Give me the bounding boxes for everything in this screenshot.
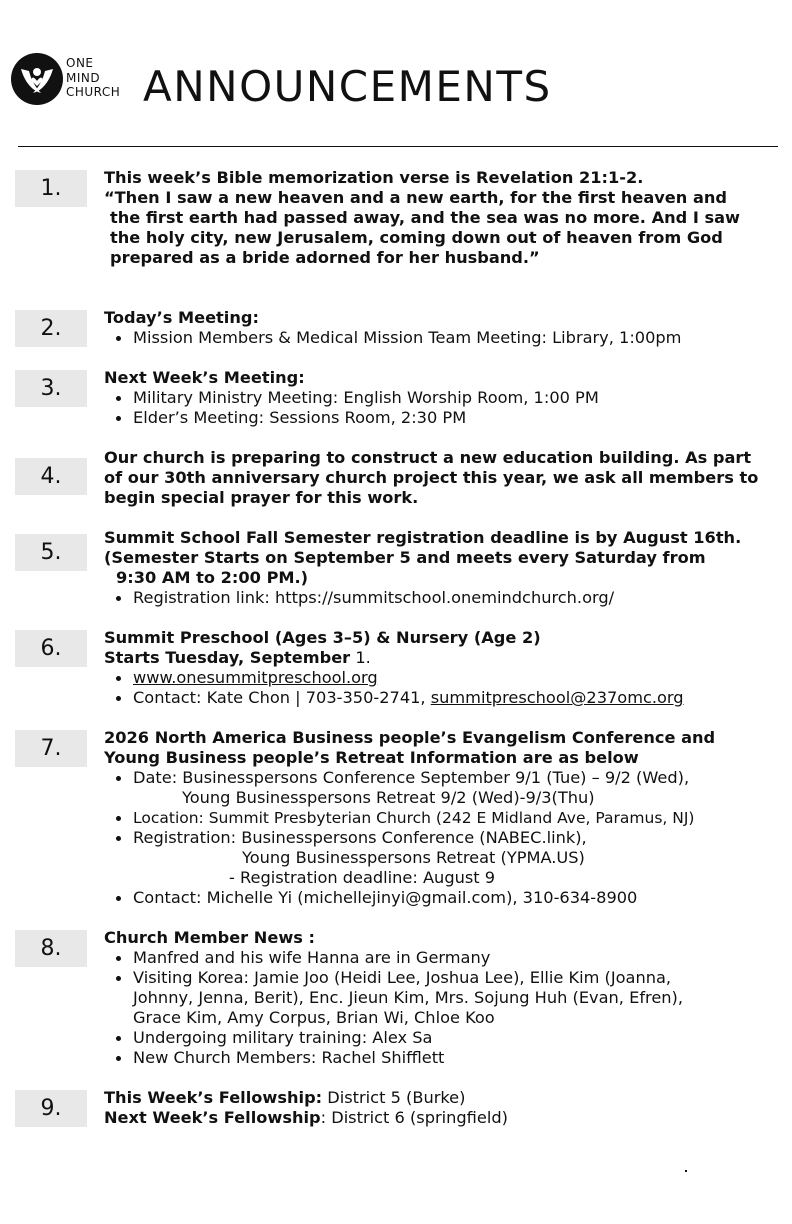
item-number: 2. xyxy=(15,310,87,347)
item-line: Young Business people’s Retreat Information are as below xyxy=(104,748,639,767)
contact-email-link[interactable]: summitpreschool@237omc.org xyxy=(430,688,684,707)
item-line: This week’s Bible memorization verse is Revelation 21:1-2. xyxy=(104,168,644,187)
item-body xyxy=(104,528,784,608)
church-logo-icon xyxy=(11,53,63,105)
item-body xyxy=(104,628,784,708)
item-number: 6. xyxy=(15,630,87,667)
item-line: begin special prayer for this work. xyxy=(104,488,419,507)
item-line: Grace Kim, Amy Corpus, Brian Wi, Chloe Koo xyxy=(133,1008,495,1027)
page-title: ANNOUNCEMENTS xyxy=(143,62,552,111)
preschool-website-link[interactable]: www.onesummitpreschool.org xyxy=(133,668,378,687)
header-divider xyxy=(18,146,778,147)
bullet-item: Mission Members & Medical Mission Team Meeting: Library, 1:00pm xyxy=(104,328,784,348)
item-line: Young Businesspersons Retreat (YPMA.US) xyxy=(242,848,585,867)
item-line: the first earth had passed away, and the sea was no more. And I saw xyxy=(110,208,741,227)
item-line: 9:30 AM to 2:00 PM.) xyxy=(116,568,309,587)
bullet-item xyxy=(104,668,784,688)
item-body xyxy=(104,308,784,348)
bullet-item: Visiting Korea: Jamie Joo (Heidi Lee, Joshua Lee), Ellie Kim (Joanna, xyxy=(104,968,784,988)
item-body xyxy=(104,168,784,268)
item-number: 7. xyxy=(15,730,87,767)
fellowship-value: District 5 (Burke) xyxy=(322,1088,466,1107)
item-line: of our 30th anniversary church project this year, we ask all members to xyxy=(104,468,759,487)
item-line: “Then I saw a new heaven and a new earth, for the first heaven and xyxy=(104,188,727,207)
bullet-item: Registration: Businesspersons Conference (NABEC.link), xyxy=(104,828,784,848)
item-line: Johnny, Jenna, Berit), Enc. Jieun Kim, Mrs. Sojung Huh (Evan, Efren), xyxy=(133,988,684,1007)
item-line: Summit School Fall Semester registration deadline is by August 16th. xyxy=(104,528,742,547)
start-date-day: 1. xyxy=(350,648,371,667)
logo-line: MIND xyxy=(66,70,101,85)
bullet-item xyxy=(104,688,784,708)
item-number: 8. xyxy=(15,930,87,967)
next-week-fellowship xyxy=(104,1108,784,1128)
item-heading: Next Week’s Meeting: xyxy=(104,368,305,387)
item-body xyxy=(104,1088,784,1128)
fellowship-value: : District 6 (springfield) xyxy=(320,1108,508,1127)
item-line: (Semester Starts on September 5 and meets every Saturday from xyxy=(104,548,706,567)
item-body xyxy=(104,728,784,908)
contact-text: Contact: Kate Chon | 703-350-2741, xyxy=(133,688,431,707)
bullet-item: Military Ministry Meeting: English Worship Room, 1:00 PM xyxy=(104,388,784,408)
page-dot xyxy=(685,1170,687,1172)
item-number: 5. xyxy=(15,534,87,571)
logo-line: ONE xyxy=(66,56,94,70)
bullet-item: Manfred and his wife Hanna are in Germany xyxy=(104,948,784,968)
logo-wordmark xyxy=(66,56,120,100)
start-date-label: Starts Tuesday, September xyxy=(104,648,351,667)
bullet-item: Undergoing military training: Alex Sa xyxy=(104,1028,784,1048)
item-line: Young Businesspersons Retreat 9/2 (Wed)-9/3(Thu) xyxy=(182,788,595,807)
item-heading: Summit Preschool (Ages 3–5) & Nursery (Age 2) xyxy=(104,628,541,647)
bullet-item: Elder’s Meeting: Sessions Room, 2:30 PM xyxy=(104,408,784,428)
item-subheading xyxy=(104,648,784,668)
item-number: 9. xyxy=(15,1090,87,1127)
item-number: 3. xyxy=(15,370,87,407)
logo-line: CHURCH xyxy=(66,85,121,99)
bullet-item: New Church Members: Rachel Shifflett xyxy=(104,1048,784,1068)
item-body xyxy=(104,368,784,428)
item-number: 4. xyxy=(15,458,87,495)
item-line: prepared as a bride adorned for her husband.” xyxy=(110,248,540,267)
item-line: Our church is preparing to construct a new education building. As part xyxy=(104,448,752,467)
registration-link[interactable]: Registration link: https://summitschool.onemindchurch.org/ xyxy=(104,588,784,608)
item-line: the holy city, new Jerusalem, coming down out of heaven from God xyxy=(110,228,723,247)
item-heading: Church Member News : xyxy=(104,928,316,947)
this-week-fellowship xyxy=(104,1088,784,1108)
item-line: 2026 North America Business people’s Evangelism Conference and xyxy=(104,728,716,747)
item-number: 1. xyxy=(15,170,87,207)
item-body xyxy=(104,448,784,508)
church-logo xyxy=(11,53,63,105)
item-line: - Registration deadline: August 9 xyxy=(229,868,496,887)
fellowship-label: Next Week’s Fellowship xyxy=(104,1108,321,1127)
bullet-item: Location: Summit Presbyterian Church (242 E Midland Ave, Paramus, NJ) xyxy=(104,808,784,828)
item-body xyxy=(104,928,784,1068)
bullet-item: Contact: Michelle Yi (michellejinyi@gmail.com), 310-634-8900 xyxy=(104,888,784,908)
item-heading: Today’s Meeting: xyxy=(104,308,259,327)
fellowship-label: This Week’s Fellowship: xyxy=(104,1088,323,1107)
bullet-item: Date: Businesspersons Conference September 9/1 (Tue) – 9/2 (Wed), xyxy=(104,768,784,788)
